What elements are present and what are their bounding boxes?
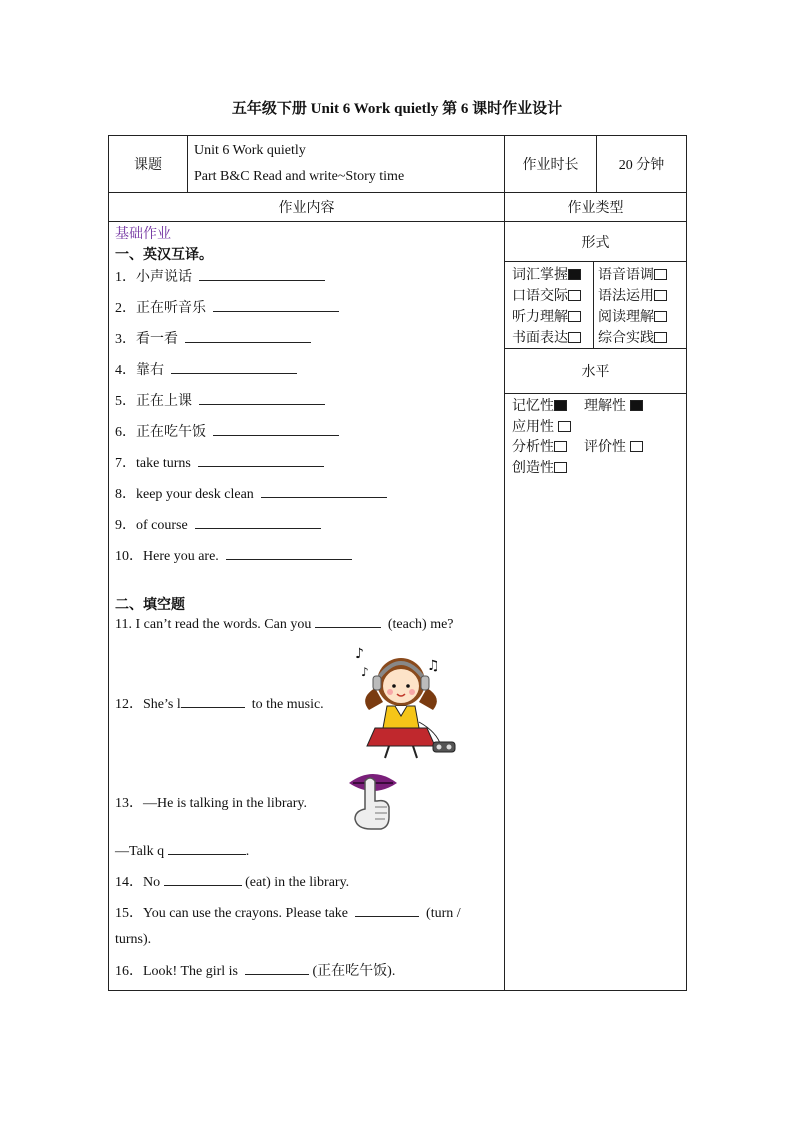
level-option: 记忆性: [512, 395, 567, 415]
exercise-area: [109, 222, 504, 990]
checkbox[interactable]: [568, 332, 581, 343]
checkbox[interactable]: [554, 441, 567, 452]
topic-label: 课题: [109, 136, 188, 193]
quiet-gesture-icon: [347, 769, 399, 831]
vocab-item: 9．of course: [115, 514, 321, 534]
question-16: 16．Look! The girl is (正在吃午饭).: [115, 964, 396, 979]
checkbox[interactable]: [654, 332, 667, 343]
topic-line2: Part B&C Read and write~Story time: [194, 169, 405, 184]
level-option: 理解性: [584, 395, 643, 415]
checkbox[interactable]: [654, 290, 667, 301]
checkbox-checked[interactable]: [568, 269, 581, 280]
answer-line[interactable]: [185, 330, 311, 343]
checkbox[interactable]: [554, 462, 567, 473]
checkbox[interactable]: [568, 311, 581, 322]
homework-type-panel: [505, 222, 686, 990]
level-label: 水平: [581, 365, 610, 380]
answer-line[interactable]: [226, 547, 352, 560]
checkbox[interactable]: [568, 290, 581, 301]
question-13-line2: —Talk q .: [115, 844, 250, 859]
form-option: 语音语调: [598, 264, 667, 284]
question-13-line1: 13．—He is talking in the library.: [115, 796, 307, 811]
answer-line[interactable]: [315, 615, 381, 628]
answer-line[interactable]: [181, 695, 245, 708]
girl-listening-music-illustration: [349, 636, 459, 761]
checkbox[interactable]: [654, 311, 667, 322]
vocab-item: 1．小声说话: [115, 266, 325, 286]
vocab-item: 6．正在吃午饭: [115, 421, 339, 441]
question-12: 12．She’s l to the music.: [115, 697, 324, 712]
answer-line[interactable]: [245, 962, 309, 975]
svg-text:♪: ♪: [361, 665, 369, 679]
level-option: 创造性: [512, 457, 567, 477]
answer-line[interactable]: [195, 516, 321, 529]
answer-line[interactable]: [213, 299, 339, 312]
question-11: 11. I can’t read the words. Can you (teach) me?: [115, 617, 454, 632]
divider: [505, 348, 686, 349]
answer-line[interactable]: [213, 423, 339, 436]
checkbox[interactable]: [558, 421, 571, 432]
vocab-item: 10．Here you are.: [115, 545, 352, 565]
form-option: 口语交际: [512, 285, 581, 305]
form-label: 形式: [581, 236, 610, 251]
duration-value: 20 分钟: [597, 136, 687, 193]
answer-line[interactable]: [199, 392, 325, 405]
vocab-item: 7．take turns: [115, 452, 324, 472]
homework-table: [108, 135, 687, 991]
checkbox[interactable]: [630, 441, 643, 452]
answer-line[interactable]: [199, 268, 325, 281]
duration-label: 作业时长: [505, 136, 597, 193]
answer-line[interactable]: [164, 873, 242, 886]
vocab-item: 5．正在上课: [115, 390, 325, 410]
answer-line[interactable]: [261, 485, 387, 498]
checkbox-checked[interactable]: [554, 400, 567, 411]
level-option: 应用性: [512, 416, 571, 436]
checkbox[interactable]: [654, 269, 667, 280]
vocab-item: 8．keep your desk clean: [115, 483, 387, 503]
svg-text:♫: ♫: [427, 658, 440, 674]
question-15-line1: 15．You can use the crayons. Please take (turn /: [115, 906, 461, 921]
level-option: 分析性: [512, 436, 567, 456]
vocab-item: 2．正在听音乐: [115, 297, 339, 317]
section2-title: 二、填空题: [115, 598, 185, 613]
form-option: 语法运用: [598, 285, 667, 305]
divider: [505, 393, 686, 394]
svg-text:♪: ♪: [355, 646, 364, 662]
form-option: 阅读理解: [598, 306, 667, 326]
form-option: 词汇掌握: [512, 264, 581, 284]
answer-line[interactable]: [168, 842, 246, 855]
level-option: 评价性: [584, 436, 643, 456]
form-option: 书面表达: [512, 327, 581, 347]
content-header: 作业内容: [109, 193, 505, 222]
section1-title: 一、英汉互译。: [115, 248, 213, 263]
basic-homework-label: 基础作业: [115, 227, 171, 242]
page-title: 五年级下册 Unit 6 Work quietly 第 6 课时作业设计: [231, 101, 563, 117]
type-header: 作业类型: [505, 193, 687, 222]
question-14: 14．No (eat) in the library.: [115, 875, 350, 890]
answer-line[interactable]: [355, 904, 419, 917]
form-option: 综合实践: [598, 327, 667, 347]
answer-line[interactable]: [171, 361, 297, 374]
divider: [505, 261, 686, 262]
vocab-item: 4．靠右: [115, 359, 297, 379]
answer-line[interactable]: [198, 454, 324, 467]
topic-line1: Unit 6 Work quietly: [194, 143, 306, 158]
form-column-divider: [593, 262, 594, 348]
form-option: 听力理解: [512, 306, 581, 326]
content-cell: [109, 222, 505, 991]
vocab-item: 3．看一看: [115, 328, 311, 348]
topic-cell: [188, 136, 505, 193]
type-cell: [505, 222, 687, 991]
question-15-line2: turns).: [115, 932, 152, 947]
checkbox-checked[interactable]: [630, 400, 643, 411]
